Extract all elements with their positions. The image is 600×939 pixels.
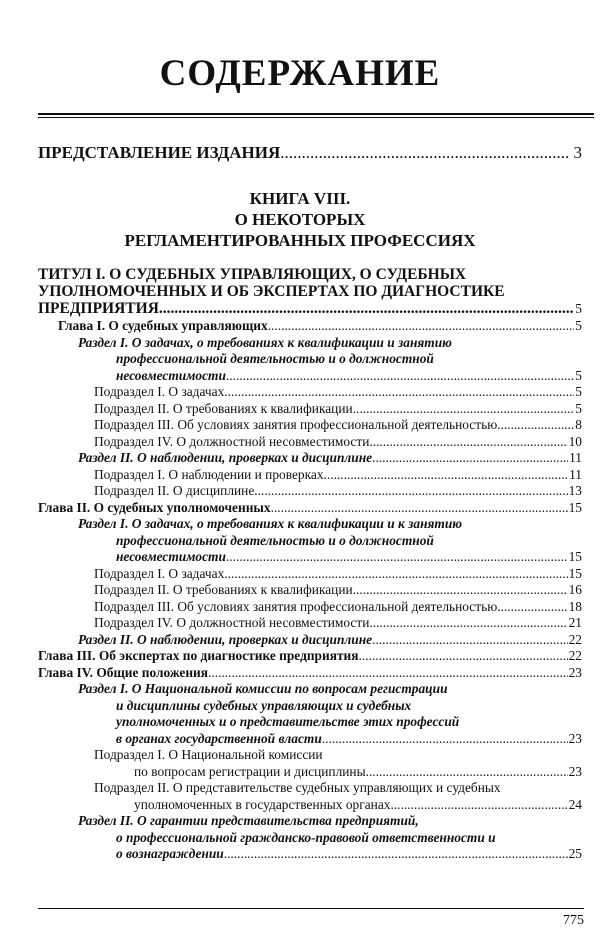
- title-rule: [38, 113, 594, 115]
- entry-label: уполномоченных и о представительстве этих профессий: [116, 714, 460, 729]
- entry-page: 23: [568, 664, 582, 680]
- entry-label: Подраздел III. Об условиях занятия профессиональной деятельностью: [94, 417, 498, 432]
- titul-line: УПОЛНОМОЧЕННЫХ И ОБ ЭКСПЕРТАХ ПО ДИАГНОСТИКЕ: [38, 283, 505, 300]
- book-heading-line: О НЕКОТОРЫХ: [234, 210, 366, 229]
- entry-label: профессиональной деятельностью и о должностной: [116, 351, 434, 366]
- entry-page: 21: [568, 615, 582, 630]
- toc-entry-subsection[interactable]: [38, 467, 582, 484]
- toc-entry-subsection[interactable]: [38, 417, 582, 434]
- leader-dots: [224, 384, 574, 401]
- entry-label: Раздел II. О гарантии представительства предприятий,: [78, 813, 419, 828]
- entry-label: Раздел II. О наблюдении, проверках и дисциплине: [78, 631, 373, 647]
- entry-label: о профессиональной гражданско-правовой ответственности и: [116, 829, 496, 845]
- entry-page: 5: [575, 400, 582, 416]
- entry-label: Раздел II. О наблюдении, проверках и дисциплине: [78, 450, 373, 465]
- toc-entry-preface[interactable]: [38, 143, 582, 163]
- entry-label: Подраздел III. Об условиях занятия профессиональной деятельностью: [94, 598, 498, 614]
- leader-dots: [366, 764, 568, 781]
- entry-page: 15: [568, 549, 582, 564]
- toc-entry-subsection[interactable]: [38, 599, 582, 616]
- entry-label: Подраздел I. О наблюдении и проверках: [94, 466, 324, 482]
- titul-line: ПРЕДПРИЯТИЯ: [38, 300, 159, 317]
- entry-page: 13: [568, 483, 582, 498]
- entry-page: 11: [569, 466, 582, 482]
- preface-page: 3: [573, 143, 582, 162]
- entry-label: Глава IV. Общие положения: [38, 664, 209, 680]
- toc-entry-subsection[interactable]: [38, 747, 582, 780]
- entry-label: по вопросам регистрации и дисциплины: [134, 763, 366, 779]
- toc-entry-section[interactable]: [38, 681, 582, 747]
- entry-label: Глава II. О судебных уполномоченных: [38, 499, 271, 515]
- entry-label: Подраздел I. О задачах: [94, 384, 225, 399]
- page-title: СОДЕРЖАНИЕ: [159, 53, 441, 94]
- entry-label: несовместимости: [116, 549, 226, 564]
- toc-entry-subsection[interactable]: [38, 483, 582, 500]
- leader-dots: [390, 797, 567, 814]
- toc-entry-chapter[interactable]: [38, 318, 582, 335]
- leader-dots: [372, 450, 568, 467]
- leader-dots: [208, 665, 568, 682]
- leader-dots: [254, 483, 567, 500]
- leader-dots: [369, 615, 567, 632]
- entry-label: и дисциплины судебных управляющих и судебных: [116, 697, 412, 713]
- entry-page: 5: [575, 318, 582, 333]
- titul-heading[interactable]: [38, 266, 568, 300]
- entry-label: в органах государственной власти: [116, 730, 322, 746]
- leader-dots: [359, 648, 568, 665]
- entry-label: Раздел I. О Национальной комиссии по вопросам регистрации: [78, 681, 448, 696]
- toc-entry-subsection[interactable]: [38, 780, 582, 813]
- entry-label: Раздел I. О задачах, о требованиях к квалификации и занятию: [78, 334, 452, 350]
- leader-dots: [322, 731, 568, 748]
- toc-entry-section[interactable]: [38, 813, 582, 863]
- leader-dots: [224, 846, 568, 863]
- entry-page: 5: [575, 367, 582, 383]
- leader-dots: [497, 417, 574, 434]
- entry-page: 10: [568, 433, 582, 449]
- book-heading-line: РЕГЛАМЕНТИРОВАННЫХ ПРОФЕССИЯХ: [124, 231, 476, 250]
- toc-entry-chapter[interactable]: [38, 648, 582, 665]
- entry-label: Подраздел II. О представительстве судебных управляющих и судебных: [94, 780, 501, 795]
- toc-entry-section[interactable]: [38, 335, 582, 385]
- leader-dots: [280, 143, 569, 163]
- leader-dots: [369, 434, 567, 451]
- toc-entry-subsection[interactable]: [38, 582, 582, 599]
- page-number: 775: [563, 913, 584, 928]
- leader-dots: [271, 500, 568, 517]
- toc-entry-section[interactable]: [38, 450, 582, 467]
- title-rule-thin: [38, 117, 594, 118]
- entry-page: 23: [568, 730, 582, 746]
- entry-label: Глава I. О судебных управляющих: [58, 318, 268, 333]
- entry-page: 5: [575, 384, 582, 399]
- toc-entry-subsection[interactable]: [38, 434, 582, 451]
- entry-label: Глава III. Об экспертах по диагностике предприятия: [38, 648, 359, 663]
- toc-entry-subsection[interactable]: [38, 401, 582, 418]
- leader-dots: [268, 318, 575, 335]
- leader-dots: [226, 368, 574, 385]
- entry-label: Подраздел IV. О должностной несовместимости: [94, 433, 370, 449]
- book-heading: [0, 188, 600, 251]
- entry-label: Подраздел IV. О должностной несовместимости: [94, 615, 370, 630]
- footer-rule: [38, 908, 584, 909]
- entry-page: 22: [568, 648, 582, 663]
- entry-page: 11: [569, 450, 582, 465]
- entry-label: Подраздел II. О требованиях к квалификации: [94, 400, 353, 416]
- leader-dots: [353, 582, 568, 599]
- leader-dots: [324, 467, 569, 484]
- leader-dots: [497, 599, 567, 616]
- toc-entry-subsection[interactable]: [38, 566, 582, 583]
- leader-dots: [372, 632, 568, 649]
- entry-page: 15: [568, 565, 582, 581]
- toc-entry-chapter[interactable]: [38, 665, 582, 682]
- entry-label: уполномоченных в государственных органах: [134, 796, 391, 812]
- entry-page: 23: [568, 763, 582, 779]
- entry-label: Подраздел I. О Национальной комиссии: [94, 747, 323, 762]
- toc-entry-section[interactable]: [38, 632, 582, 649]
- toc-entry-section[interactable]: [38, 516, 582, 566]
- entry-page: 25: [568, 846, 582, 861]
- table-of-contents: [38, 300, 582, 863]
- entry-label: Подраздел II. О дисциплине: [94, 483, 255, 498]
- titul-line: ТИТУЛ I. О СУДЕБНЫХ УПРАВЛЯЮЩИХ, О СУДЕБНЫХ: [38, 266, 467, 283]
- leader-dots: [224, 566, 567, 583]
- entry-page: 22: [568, 631, 582, 647]
- toc-entry-chapter[interactable]: [38, 500, 582, 517]
- entry-label: профессиональной деятельностью и о должностной: [116, 532, 434, 548]
- entry-page: 16: [568, 582, 582, 597]
- entry-page: 15: [568, 499, 582, 515]
- toc-entry-subsection[interactable]: [38, 384, 582, 401]
- leader-dots: [226, 549, 568, 566]
- entry-label: о вознаграждении: [116, 846, 224, 861]
- leader-dots: [353, 401, 575, 418]
- entry-label: Подраздел I. О задачах: [94, 565, 225, 581]
- entry-label: Раздел I. О задачах, о требованиях к квалификации и к занятию: [78, 516, 463, 531]
- toc-entry-subsection[interactable]: [38, 615, 582, 632]
- entry-page: 8: [575, 417, 582, 432]
- entry-page: 18: [568, 598, 582, 614]
- toc-entry-titul[interactable]: [38, 300, 582, 317]
- entry-page: 5: [575, 301, 582, 316]
- preface-label: ПРЕДСТАВЛЕНИЕ ИЗДАНИЯ: [38, 143, 281, 162]
- entry-page: 24: [568, 796, 582, 812]
- leader-dots: [159, 300, 574, 317]
- entry-label: несовместимости: [116, 367, 226, 383]
- book-heading-line: КНИГА VIII.: [249, 189, 351, 208]
- entry-label: Подраздел II. О требованиях к квалификации: [94, 582, 353, 597]
